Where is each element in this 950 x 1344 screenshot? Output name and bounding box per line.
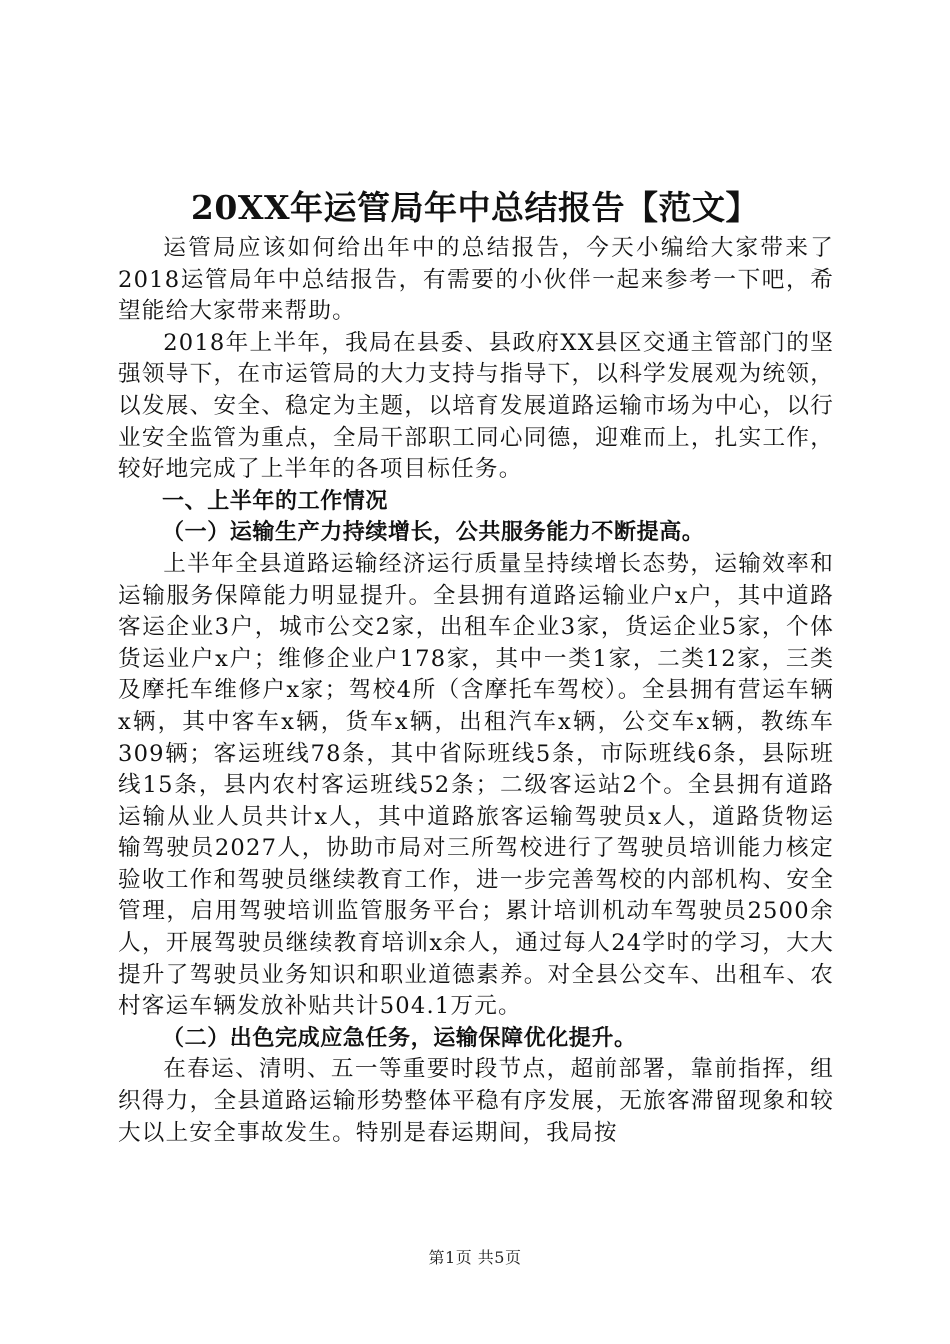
body-paragraph-emergency: 在春运、清明、五一等重要时段节点，超前部署，靠前指挥，组织得力，全县道路运输形势整体平稳有序发展，无旅客滞留现象和较大以上安全事故发生。特别是春运期间，我局按 xyxy=(118,1056,834,1146)
section-heading-1: 一、上半年的工作情况 xyxy=(162,488,389,514)
document-title: 20XX年运管局年中总结报告【范文】 xyxy=(190,188,760,227)
intro-paragraph: 运管局应该如何给出年中的总结报告，今天小编给大家带来了2018运管局年中总结报告，有需要的小伙伴一起来参考一下吧，希望能给大家带来帮助。 xyxy=(118,235,834,325)
subsection-heading-1: （一）运输生产力持续增长，公共服务能力不断提高。 xyxy=(162,520,705,546)
page-number-footer: 第1页 共5页 xyxy=(428,1248,522,1267)
subsection-heading-2: （二）出色完成应急任务，运输保障优化提升。 xyxy=(162,1025,637,1051)
body-paragraph-transport: 上半年全县道路运输经济运行质量呈持续增长态势，运输效率和运输服务保障能力明显提升。全县拥有道路运输业户x户，其中道路客运企业3户，城市公交2家，出租车企业3家，货运企业5家，个体货运业户x户；维修企业户178家，其中一类1家，二类12家，三类及摩托车维修户x家；驾校4所（含摩托车驾校）。全县拥有营运车辆x辆，其中客车x辆，货车x辆，出租汽车x辆，公交车x辆，教练车309辆；客运班线78条，其中省际班线5条，市际班线6条，县际班线15条，县内农村客运班线52条；二级客运站2个。全县拥有道路运输从业人员共计x人，其中道路旅客运输驾驶员x人，道路货物运输驾驶员2027人，协助市局对三所驾校进行了驾驶员培训能力核定验收工作和驾驶员继续教育工作，进一步完善驾校的内部机构、安全管理，启用驾驶培训监管服务平台；累计培训机动车驾驶员2500余人，开展驾驶员继续教育培训x余人，通过每人24学时的学习，大大提升了驾驶员业务知识和职业道德素养。对全县公交车、出租车、农村客运车辆发放补贴共计504.1万元。 xyxy=(118,550,834,1020)
document-body xyxy=(118,233,834,1149)
summary-paragraph: 2018年上半年，我局在县委、县政府XX县区交通主管部门的坚强领导下，在市运管局的大力支持与指导下，以科学发展观为统领，以发展、安全、稳定为主题，以培育发展道路运输市场为中心，以行业安全监管为重点，全局干部职工同心同德，迎难而上，扎实工作，较好地完成了上半年的各项目标任务。 xyxy=(118,329,834,483)
